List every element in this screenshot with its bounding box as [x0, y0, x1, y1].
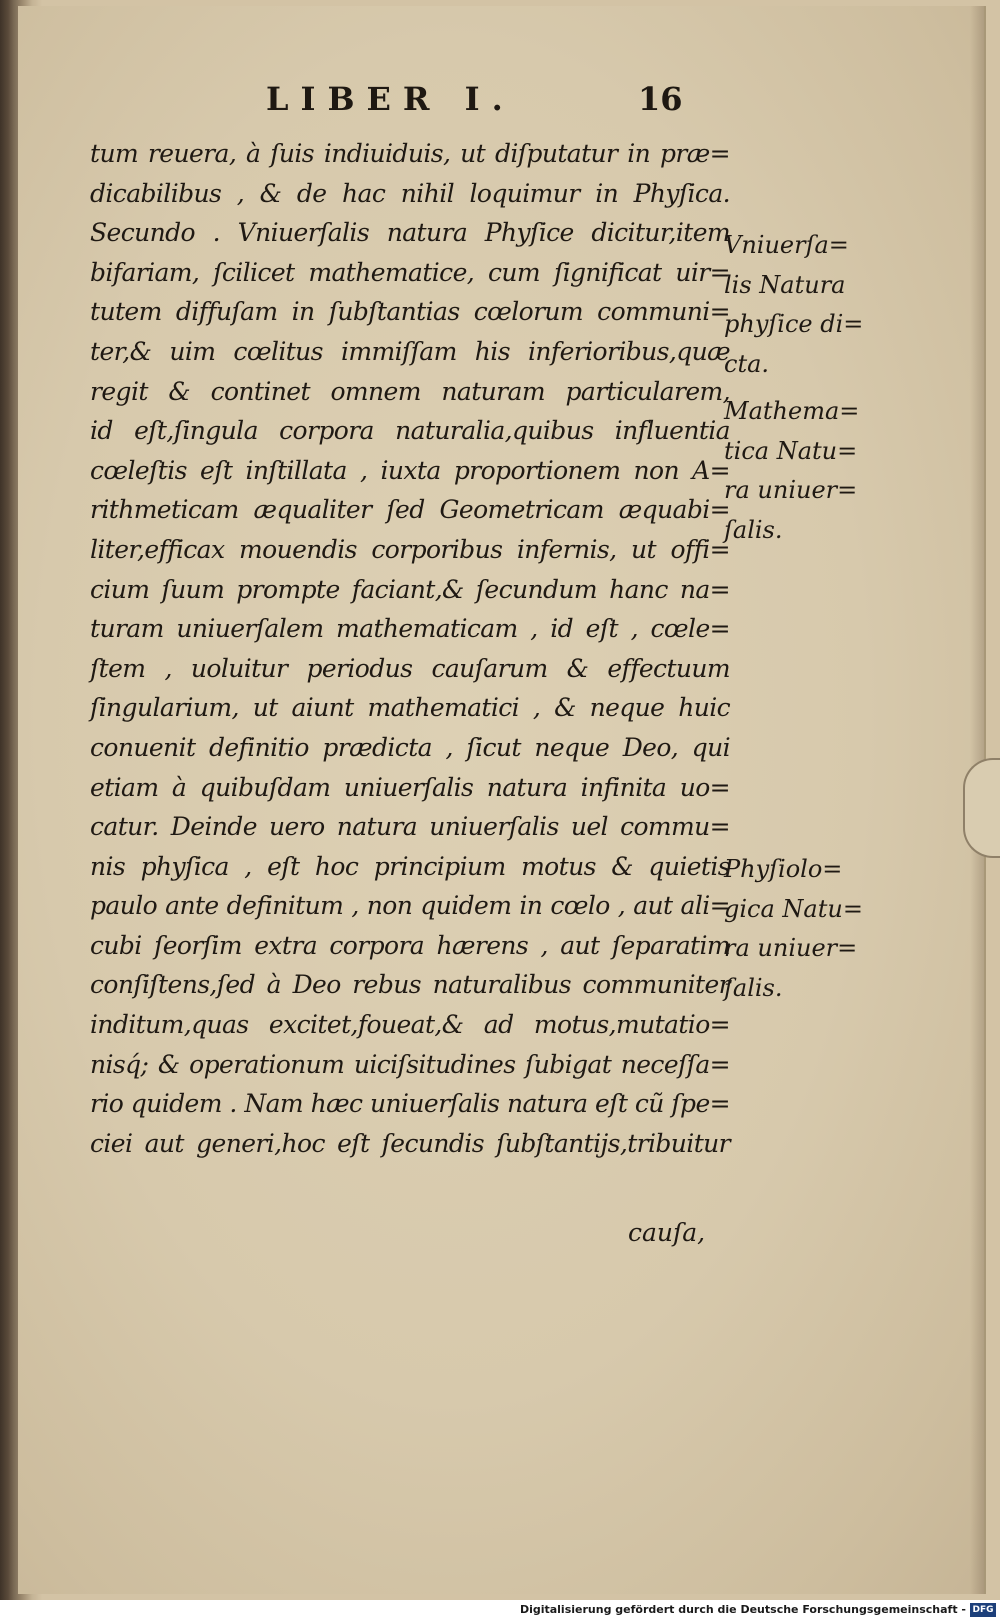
text-line: ſingularium, ut aiunt mathematici , & neque huic [90, 693, 730, 723]
digitization-footer [0, 1600, 1000, 1622]
note-line: Vniuerſa= [724, 231, 849, 259]
catchword: cauſa, [628, 1218, 706, 1247]
main-text-block [90, 134, 730, 1163]
text-line: ter,& uim cœlitus immiſſam his inferioribus,quæ [90, 336, 730, 366]
text-line: cœleſtis eſt inſtillata , iuxta proportionem non A= [90, 455, 730, 485]
marginal-note-universalis-physice [724, 226, 864, 384]
note-line: lis Natura [724, 270, 846, 299]
text-line: paulo ante definitum , non quidem in cœlo , aut ali= [90, 891, 730, 921]
text-line: cubi ſeorſim extra corpora hærens , aut ſeparatim [90, 930, 730, 960]
text-line: rithmeticam æqualiter ſed Geometricam æquabi= [90, 495, 730, 525]
note-line: tica Natu= [724, 436, 858, 465]
text-line: ſtem , uoluitur periodus cauſarum & effectuum [90, 653, 730, 683]
note-line: Phyſiolo= [724, 855, 843, 883]
text-line: tutem diffuſam in ſubſtantias cœlorum communi= [90, 297, 730, 327]
note-line: cta. [724, 349, 770, 378]
note-line: gica Natu= [724, 894, 863, 923]
text-line: id eſt,ſingula corpora naturalia,quibus influentia [90, 416, 730, 446]
text-line: inditum,quas excitet,foueat,& ad motus,mutatio= [90, 1010, 730, 1040]
marginal-note-mathematica [724, 392, 864, 550]
note-line: ra uniuer= [724, 934, 858, 963]
text-line: nis phyſica , eſt hoc principium motus & quietis [90, 851, 730, 881]
text-line: tum reuera, à ſuis indiuiduis, ut diſputatur in præ= [90, 139, 730, 168]
text-line: conſiſtens,ſed à Deo rebus naturalibus communiter [90, 970, 730, 1000]
text-line: dicabilibus , & de hac nihil loquimur in Phyſica. [90, 178, 730, 208]
note-line: Mathema= [724, 397, 860, 425]
book-page [18, 6, 986, 1594]
note-line: ſalis. [724, 515, 783, 544]
text-line: nisq́; & operationum uiciſsitudines ſubigat neceſſa= [90, 1049, 730, 1079]
text-line: turam uniuerſalem mathematicam , id eſt , cœle= [90, 614, 730, 644]
note-line: phyſice di= [724, 310, 864, 339]
note-line: ra uniuer= [724, 476, 858, 505]
dfg-logo: DFG [970, 1603, 996, 1617]
text-line: Secundo . Vniuerſalis natura Phyſice dicitur,item [90, 218, 730, 248]
funding-credit: Digitalisierung gefördert durch die Deutsche Forschungsgemeinschaft - [519, 1603, 966, 1616]
running-head: LIBER I. [266, 80, 515, 118]
text-line: liter,efficax mouendis corporibus infernis, ut offi= [90, 534, 730, 564]
text-line: catur. Deinde uero natura uniuerſalis uel commu= [90, 812, 730, 842]
text-line: rio quidem . Nam hæc uniuerſalis natura eſt cũ ſpe= [90, 1089, 730, 1119]
note-line: ſalis. [724, 973, 783, 1002]
text-line: bifariam, ſcilicet mathematice, cum ſignificat uir= [90, 257, 730, 287]
marginal-note-physiologica [724, 850, 864, 1008]
text-line: ciei aut generi,hoc eſt ſecundis ſubſtantijs,tribuitur [90, 1128, 730, 1158]
text-line: conuenit definitio prædicta , ſicut neque Deo, qui [90, 732, 730, 762]
text-line: regit & continet omnem naturam particularem, [90, 376, 730, 406]
text-line: cium ſuum prompte faciant,& ſecundum hanc na= [90, 574, 730, 604]
page-number: 16 [638, 80, 683, 118]
page-tab-flap [963, 758, 1000, 858]
page-header [18, 78, 984, 128]
text-line: etiam à quibuſdam uniuerſalis natura infinita uo= [90, 772, 730, 802]
